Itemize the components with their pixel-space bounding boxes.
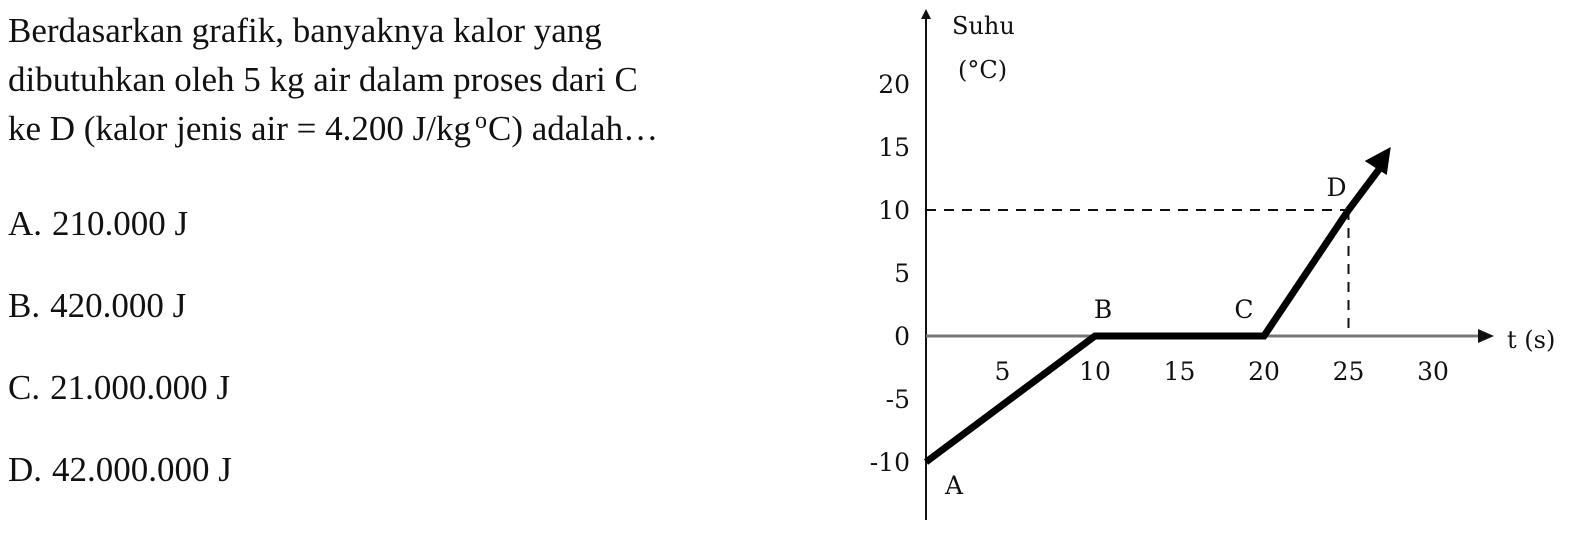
y-tick-label: 0 bbox=[894, 322, 910, 351]
option-c-text: 21.000.000 J bbox=[50, 368, 230, 407]
data-series-arrow-shaft bbox=[1349, 167, 1381, 210]
option-c-letter: C. bbox=[8, 368, 41, 407]
y-axis-title-line-1: Suhu bbox=[952, 12, 1015, 40]
question-line-1: Berdasarkan grafik, banyaknya kalor yang bbox=[8, 11, 602, 50]
option-d-text: 42.000.000 J bbox=[52, 450, 232, 489]
point-label-b: B bbox=[1093, 295, 1113, 324]
x-axis-title: t (s) bbox=[1507, 326, 1556, 354]
option-b-letter: B. bbox=[8, 286, 41, 325]
y-axis-title-line-2: (°C) bbox=[958, 56, 1008, 84]
question-line-3-part-b: C) adalah… bbox=[487, 109, 659, 148]
x-tick-label: 15 bbox=[1163, 357, 1196, 386]
degree-superscript: o bbox=[474, 108, 487, 134]
x-tick-label: 20 bbox=[1248, 357, 1280, 386]
option-a-text: 210.000 J bbox=[52, 204, 189, 243]
y-tick-label: -5 bbox=[885, 385, 910, 414]
question-line-3-part-a: ke D (kalor jenis air = 4.200 J/kg bbox=[8, 109, 471, 148]
x-axis-arrow bbox=[1478, 329, 1494, 343]
y-tick-label: -10 bbox=[869, 448, 910, 477]
point-label-a: A bbox=[944, 471, 964, 500]
x-tick-label: 5 bbox=[994, 357, 1011, 386]
option-a-letter: A. bbox=[8, 204, 43, 243]
option-b-text: 420.000 J bbox=[50, 286, 187, 325]
x-tick-label: 10 bbox=[1079, 357, 1111, 386]
x-tick-label: 25 bbox=[1332, 357, 1365, 386]
y-tick-label: 10 bbox=[878, 196, 910, 225]
x-tick-label: 30 bbox=[1417, 357, 1449, 386]
y-tick-label: 20 bbox=[878, 70, 910, 99]
question-line-2: dibutuhkan oleh 5 kg air dalam proses dari C bbox=[8, 60, 638, 99]
y-tick-label: 5 bbox=[894, 259, 910, 288]
point-label-d: D bbox=[1326, 173, 1347, 202]
y-tick-label: 15 bbox=[878, 133, 910, 162]
option-d-letter: D. bbox=[8, 450, 43, 489]
point-label-c: C bbox=[1234, 295, 1254, 324]
